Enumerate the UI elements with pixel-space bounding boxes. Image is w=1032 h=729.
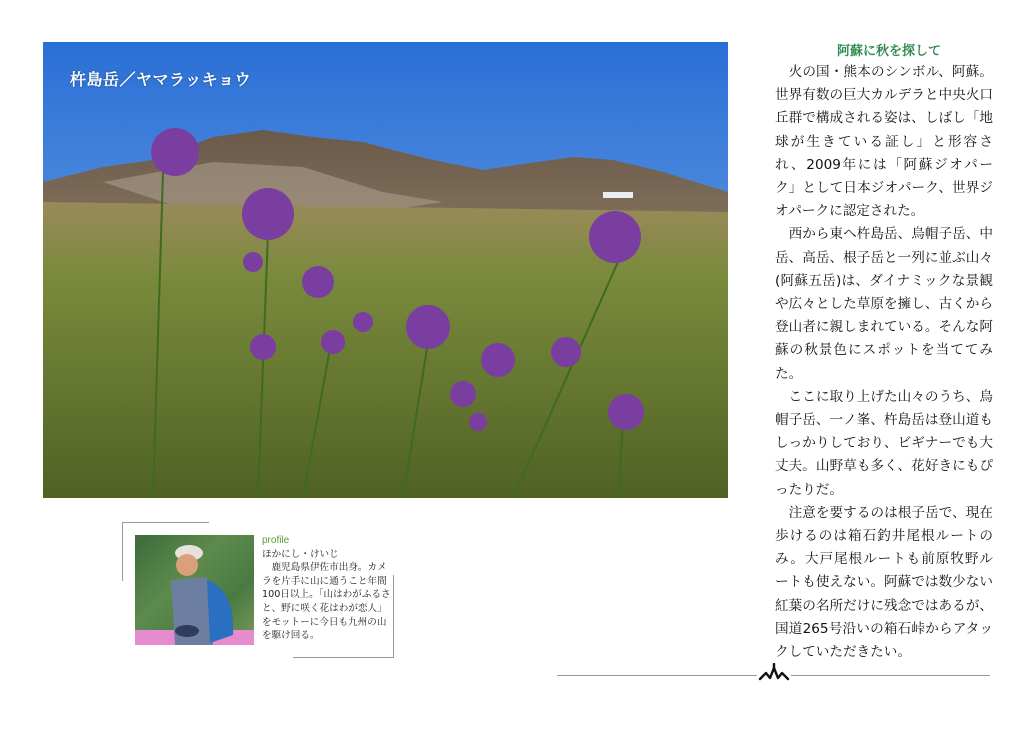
article-paragraph: 注意を要するのは根子岳で、現在歩けるのは箱石釣井尾根ルートのみ。大戸尾根ルートも前原牧野ルートも使えない。阿蘇では数少ない紅葉の名所だけに残念ではあるが、国道265号沿いの箱石峠からアタックしていただきたい。 — [775, 504, 993, 661]
profile-label: profile — [262, 535, 290, 546]
profile-text — [262, 534, 396, 643]
mountain-flower-illustration — [43, 42, 728, 498]
photo-caption: 杵島岳／ヤマラッキョウ — [70, 70, 252, 89]
article-paragraph: ここに取り上げた山々のうち、烏帽子岳、一ノ峯、杵島岳は登山道もしっかりしており、ビギナーでも大丈夫。山野草も多く、花好きにもぴったりだ。 — [775, 388, 993, 498]
hiker-illustration — [135, 535, 254, 645]
article-column — [775, 40, 993, 664]
landscape-photo — [43, 42, 728, 498]
author-photo — [135, 535, 254, 645]
article-title: 阿蘇に秋を探して — [836, 44, 941, 59]
author-bio: 鹿児島県伊佐市出身。カメラを片手に山に通うこと年間100日以上。「山はわがふるさと、野に咲く花はわが恋人」をモットーに今日も九州の山を駆け回る。 — [262, 562, 391, 642]
article-body — [775, 61, 993, 664]
author-profile — [122, 522, 394, 658]
author-name: ほかにし・けいじ — [262, 548, 339, 560]
mountain-icon — [757, 663, 791, 685]
article-paragraph: 火の国・熊本のシンボル、阿蘇。世界有数の巨大カルデラと中央火口丘群で構成される姿は、しばし「地球が生きている証し」と形容され、2009年には「阿蘇ジオパーク」として日本ジオパーク、世界ジオパークに認定された。 — [775, 64, 993, 220]
article-paragraph: 西から東へ杵島岳、烏帽子岳、中岳、高岳、根子岳と一列に並ぶ山々(阿蘇五岳)は、ダイナミックな景観や広々とした草原を擁し、古くから登山者に親しまれている。そんな阿蘇の秋景色にスポットを当ててみた。 — [775, 226, 993, 382]
